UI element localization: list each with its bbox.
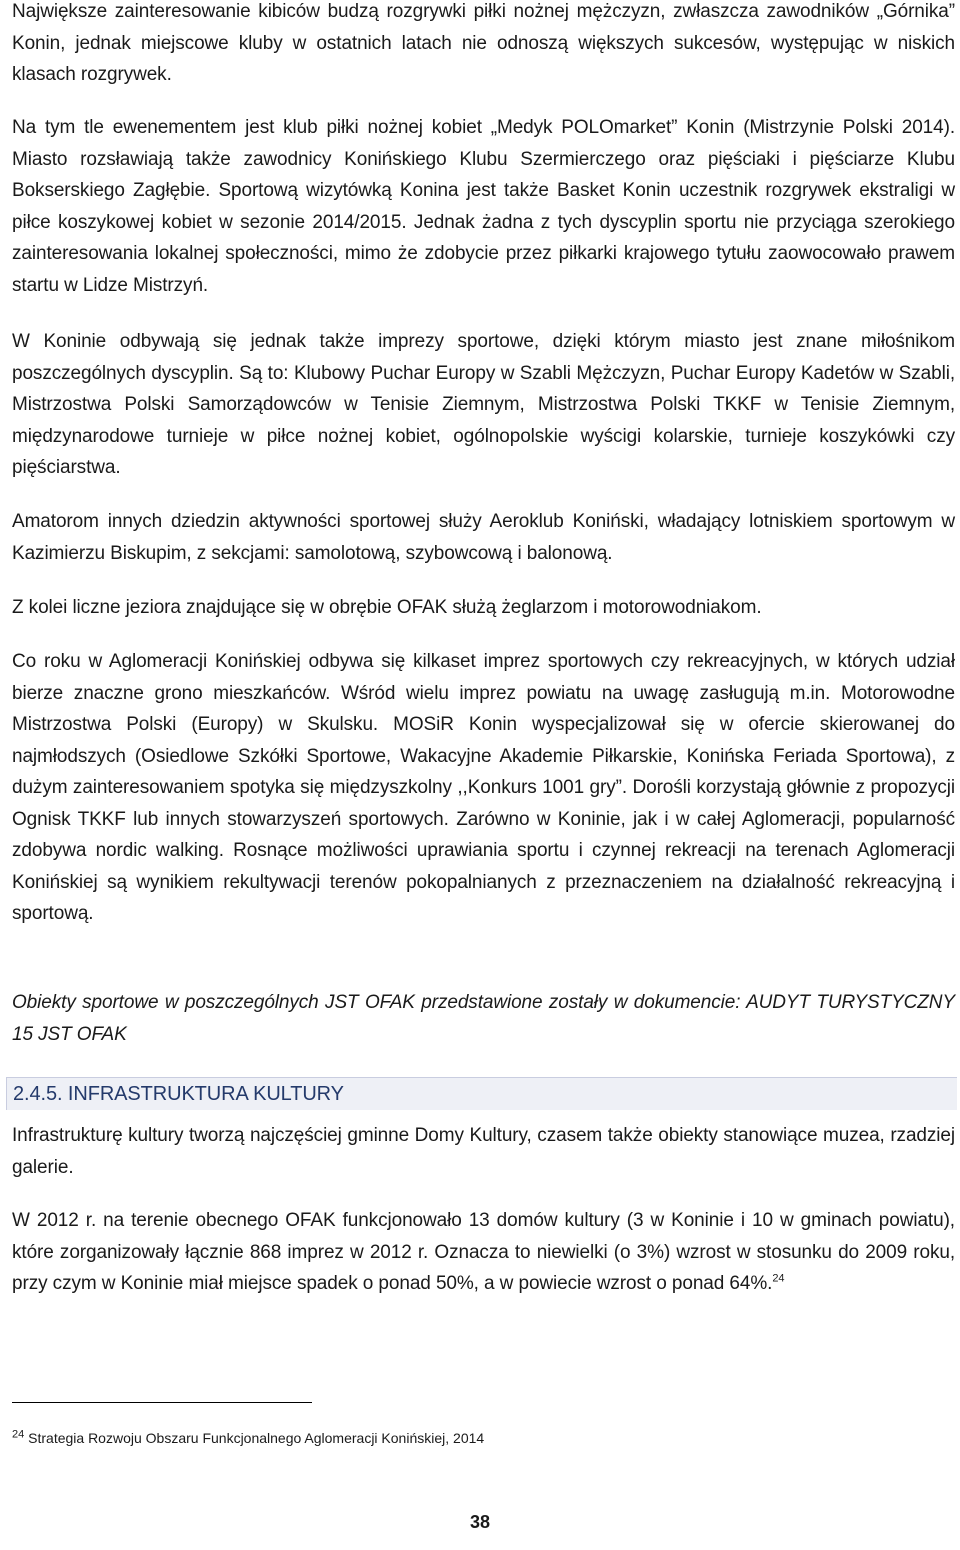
paragraph-culture-houses-text: W 2012 r. na terenie obecnego OFAK funkcjonowało 13 domów kultury (3 w Koninie i 10 w gminach powiatu), które zorganizowały łącznie 868 imprez w 2012 r. Oznacza to niewielki (o 3%) wzrost w stosunku do 2009 roku, przy czym w Koninie miał miejsce spadek o ponad 50%, a w powiecie wzrost o ponad 64%. xyxy=(12,1210,955,1294)
footnote-reference: 24 xyxy=(772,1272,785,1285)
section-heading: 2.4.5. INFRASTRUKTURA KULTURY xyxy=(13,1083,344,1105)
page-number: 38 xyxy=(469,1512,491,1532)
paragraph-culture-infrastructure: Infrastrukturę kultury tworzą najczęściej gminne Domy Kultury, czasem także obiekty stanowiące muzea, rzadziej galerie. xyxy=(12,1125,955,1178)
paragraph-aeroclub: Amatorom innych dziedzin aktywności sportowej służy Aeroklub Koniński, władający lotniskiem sportowym w Kazimierzu Biskupim, z sekcjami: samolotową, szybowcową i balonową. xyxy=(12,511,955,564)
paragraph-sport-events: W Koninie odbywają się jednak także imprezy sportowe, dzięki którym miasto jest znane miłośnikom poszczególnych dyscyplin. Są to: Klubowy Puchar Europy w Szabli Mężczyzn, Puchar Europy Kadetów w Szabli, Mistrzostwa Polski Samorządowców w Tenisie Ziemnym, Mistrzostwa Polski TKKF w Tenisie Ziemnym, międzynarodowe turnieje w piłce nożnej kobiet, ogólnopolskie wyścigi kolarskie, turnieje koszykówki czy pięściarstwa. xyxy=(12,331,955,478)
section-heading-bar xyxy=(6,1077,957,1110)
footnote xyxy=(12,1428,484,1448)
footnote-separator xyxy=(12,1402,312,1403)
paragraph-womens-sports: Na tym tle ewenementem jest klub piłki nożnej kobiet „Medyk POLOmarket” Konin (Mistrzynie Polski 2014). Miasto rozsławiają także zawodnicy Konińskiego Klubu Szermierczego oraz pięściaki i pięściarze Klubu Bokserskiego Zagłębie. Sportową wizytówką Konina jest także Basket Konin uczestnik rozgrywek ekstraligi w piłce koszykowej kobiet w sezonie 2014/2015. Jednak żadna z tych dyscyplin sportu nie przyciąga szerokiego zainteresowania lokalnej społeczności, mimo że zdobycie przez piłkarki krajowego tytułu zaowocowało prawem startu w Lidze Mistrzyń. xyxy=(12,117,955,296)
paragraph-culture-houses xyxy=(12,1205,955,1300)
paragraph-lakes: Z kolei liczne jeziora znajdujące się w obrębie OFAK służą żeglarzom i motorowodniakom. xyxy=(12,597,762,618)
paragraph-football-clubs: Największe zainteresowanie kibiców budzą rozgrywki piłki nożnej mężczyzn, zwłaszcza zawodników „Górnika” Konin, jednak miejscowe kluby w ostatnich latach nie odnoszą większych sukcesów, występując w niskich klasach rozgrywek. xyxy=(12,1,955,85)
paragraph-annual-events: Co roku w Aglomeracji Konińskiej odbywa się kilkaset imprez sportowych czy rekreacyjnych, w których udział bierze znaczne grono mieszkańców. Wśród wielu imprez powiatu na uwagę zasługują m.in. Motorowodne Mistrzostwa Polski (Europy) w Skulsku. MOSiR Konin wyspecjalizował się w ofercie skierowanej do najmłodszych (Osiedlowe Szkółki Sportowe, Wakacyjne Akademie Piłkarskie, Konińska Feriada Sportowa), z dużym zainteresowaniem spotyka się międzyszkolny ,,Konkurs 1001 gry”. Dorośli korzystają głównie z propozycji Ognisk TKKF lub innych stowarzyszeń sportowych. Zarówno w Koninie, jak i w całej Aglomeracji, popularność zdobywa nordic walking. Rosnące możliwości uprawiania sportu i czynnej rekreacji na terenach Aglomeracji Konińskiej są wynikiem rekultywacji terenów pokopalnianych z przeznaczeniem na działalność rekreacyjną i sportową. xyxy=(12,651,955,924)
paragraph-sport-objects-note: Obiekty sportowe w poszczególnych JST OFAK przedstawione zostały w dokumencie: AUDYT TURYSTYCZNY 15 JST OFAK xyxy=(12,992,955,1045)
footnote-text: Strategia Rozwoju Obszaru Funkcjonalnego Aglomeracji Konińskiej, 2014 xyxy=(28,1430,485,1446)
footnote-number: 24 xyxy=(12,1428,25,1441)
